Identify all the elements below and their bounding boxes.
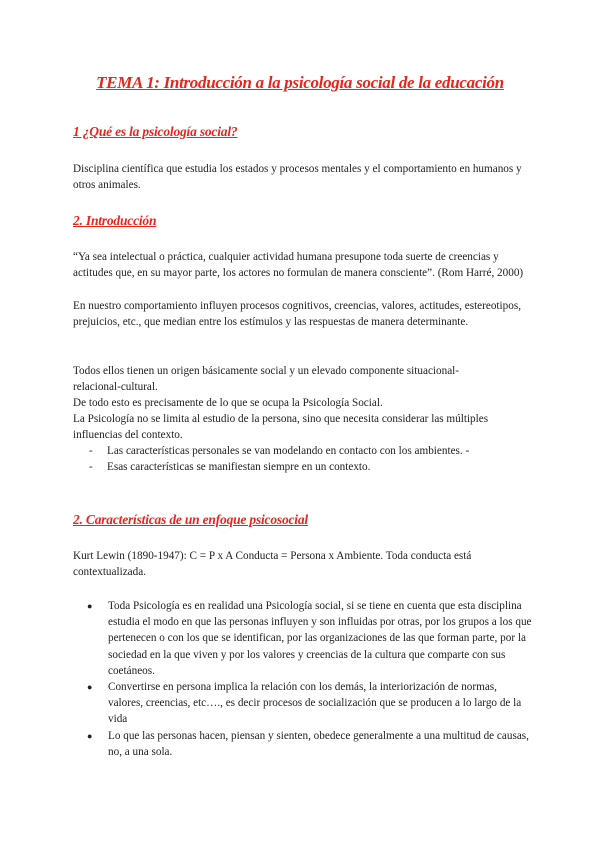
quote-paragraph: “Ya sea intelectual o práctica, cualquier actividad humana presupone toda suerte de creencias y actitudes que, en su mayor parte, los actores no formulan de manera consciente”. (Rom Harré, 2000)	[73, 251, 524, 280]
behavior-paragraph: En nuestro comportamiento influyen procesos cognitivos, creencias, valores, actitudes, estereotipos, prejuicios, etc., que median entre los estímulos y las respuestas de manera determinante.	[73, 300, 521, 329]
psychosocial-bullet-list	[73, 598, 533, 760]
dash-marker: -	[89, 461, 93, 474]
document-title: TEMA 1: Introducción a la psicología social de la educación	[96, 73, 504, 92]
section-3-heading: 2. Características de un enfoque psicosocial	[73, 512, 308, 527]
dash-marker: -	[89, 445, 93, 457]
bullet-icon: ●	[87, 682, 93, 693]
list-item: ● Lo que las personas hacen, piensan y sienten, obedece generalmente a una multitud de causas, no, a una sola.	[87, 729, 529, 758]
section-2-heading: 2. Introducción	[73, 213, 157, 228]
social-psychology-paragraph: De todo esto es precisamente de lo que se ocupa la Psicología Social.	[73, 397, 383, 409]
bullet-icon: ●	[87, 730, 93, 741]
list-item: - Esas características se manifiestan siempre en un contexto.	[73, 459, 543, 475]
list-item: - Las características personales se van modelando en contacto con los ambientes. -	[73, 443, 543, 459]
origin-paragraph: Todos ellos tienen un origen básicamente social y un elevado componente situacional-relacional-cultural.	[73, 365, 460, 394]
section-1-heading: 1 ¿Qué es la psicología social?	[73, 124, 238, 139]
bullet-icon: ●	[87, 601, 93, 611]
lewin-paragraph: Kurt Lewin (1890-1947): C = P x A Conducta = Persona x Ambiente. Toda conducta está contextualizada.	[73, 550, 472, 579]
list-item: ● Convertirse en persona implica la relación con los demás, la interiorización de normas, valores, creencias, etc…., es decir procesos de socialización que se producen a lo largo de la vida	[87, 681, 522, 726]
context-paragraph: La Psicología no se limita al estudio de la persona, sino que necesita considerar las múltiples influencias del contexto.	[73, 413, 489, 442]
section-1-text: Disciplina científica que estudia los estados y procesos mentales y el comportamiento en humanos y otros animales.	[73, 163, 522, 192]
list-item: ● Toda Psicología es en realidad una Psicología social, si se tiene en cuenta que esta disciplina estudia el modo en que las personas influyen y son influidas por otras, por los grupos a los que pertenecen o con los que se identifican, por las organizaciones de las que forman parte, por la sociedad en la que viven y por los valores y creencias de la cultura que comparte con sus coetáneos.	[87, 600, 532, 677]
characteristics-dash-list	[73, 443, 543, 475]
